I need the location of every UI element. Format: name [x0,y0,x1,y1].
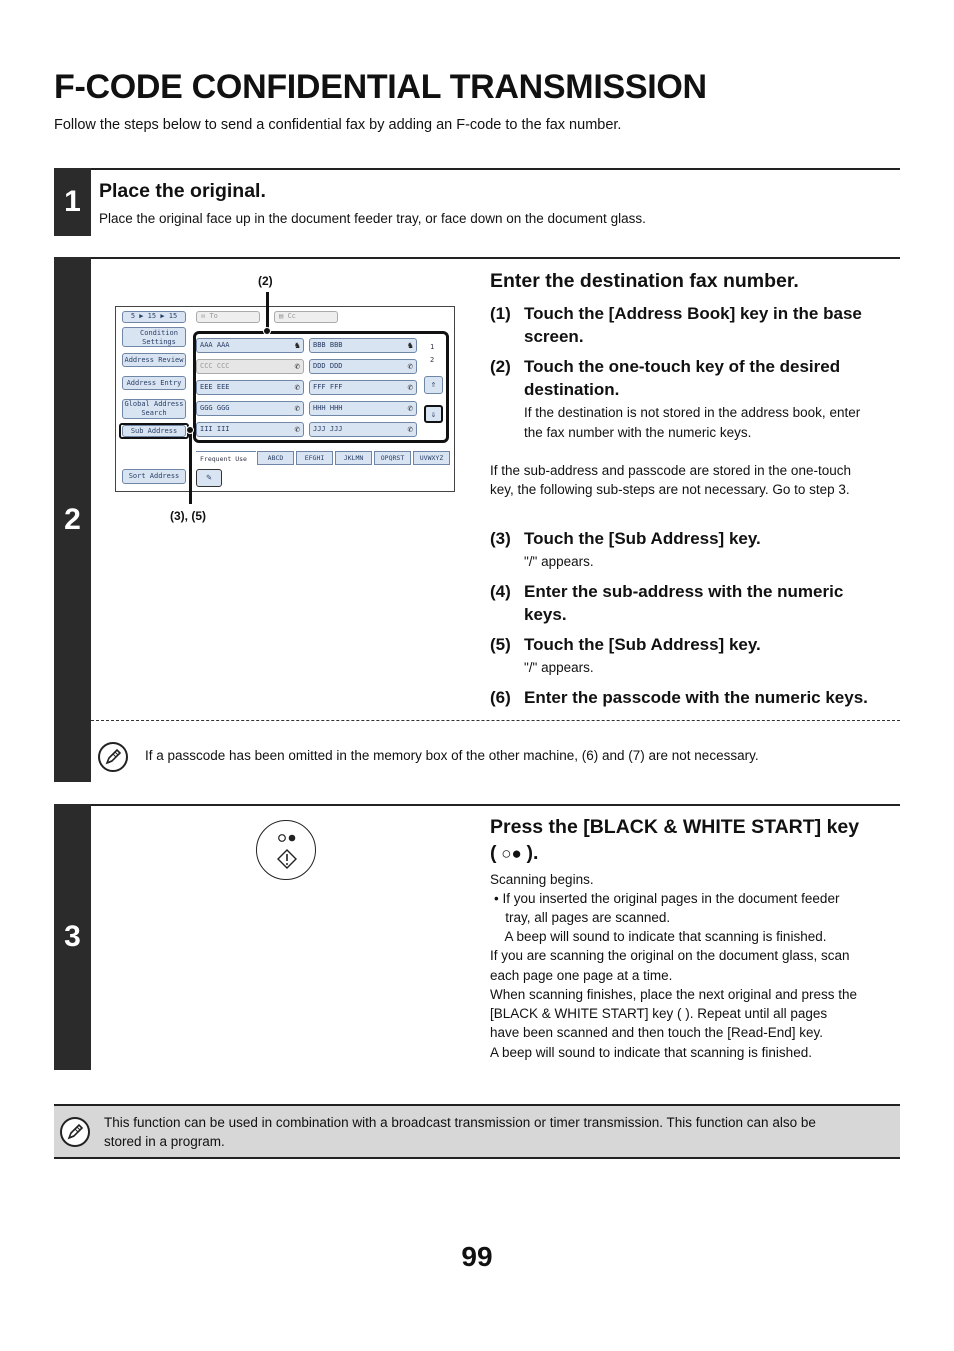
page-indicator-2: 2 [430,356,435,364]
substep-text: keys. [524,605,567,624]
step3-line: tray, all pages are scanned. [494,910,671,925]
to-field[interactable] [196,311,260,323]
key-label: FFF FFF [313,383,343,391]
step2-paragraph: key, the following sub-steps are not necessary. Go to step 3. [490,482,850,497]
one-touch-highlight [193,331,449,443]
step3-line: If you are scanning the original on the document glass, scan [490,948,850,963]
sub-address-button[interactable]: Sub Address [122,425,186,437]
sort-address-button[interactable]: Sort Address [122,469,186,484]
step3-heading: Press the [BLACK & WHITE START] key [490,816,860,838]
substep-text: Touch the [Sub Address] key. [524,635,761,654]
step2-note-text: If a passcode has been omitted in the memory box of the other machine, (6) and (7) are not necessary. [145,748,759,763]
substep-number: (6) [490,688,511,707]
substep-number: (4) [490,582,511,601]
fax-icon: ▤ [279,312,288,320]
callout-3-5: (3), (5) [170,509,206,523]
tab-uvwxyz[interactable]: UVWXYZ [413,451,450,465]
phone-icon: ✆ [294,425,300,435]
heading-paren: ). [526,842,539,864]
step1-rule [91,168,900,170]
group-icon: ♞ [407,341,413,351]
substep-6 [490,686,900,709]
tab-opqrst[interactable]: OPQRST [374,451,411,465]
page-title: F-CODE CONFIDENTIAL TRANSMISSION [54,68,707,106]
step3-line: A beep will sound to indicate that scanning is finished. [490,1045,812,1060]
substep-2-note: If the destination is not stored in the address book, enter [524,405,861,420]
to-label: To [209,312,218,320]
phone-icon: ✆ [294,362,300,372]
cc-field[interactable] [274,311,338,323]
substep-number: (3) [490,529,511,548]
substep-text: Enter the passcode with the numeric keys. [524,688,868,707]
substep-text: destination. [524,380,620,399]
phone-icon: ✆ [294,383,300,393]
step2-rule [91,257,900,259]
substep-3 [490,527,900,550]
bottom-note-text: This function can be used in combination with a broadcast transmission or timer transmission. This function can also be [104,1115,816,1130]
substep-3-note: "/" appears. [524,554,594,569]
step3-line: each page one page at a time. [490,968,673,983]
substep-number: (2) [490,357,511,376]
cc-label: Cc [287,312,296,320]
key-label: GGG GGG [200,404,230,412]
keyboard-button[interactable] [196,469,222,487]
step3-heading-line2 [490,842,538,865]
page-indicator-1: 1 [430,343,435,351]
step1-heading: Place the original. [99,180,266,202]
phone-icon: ✆ [407,404,413,414]
mail-icon: ✉ [201,312,210,320]
substep-text: Touch the [Sub Address] key. [524,529,761,548]
step-number-1: 1 [54,168,91,236]
tab-efghi[interactable]: EFGHI [296,451,333,465]
note-icon [60,1117,90,1147]
substep-5-note: "/" appears. [524,660,594,675]
substep-number: (1) [490,304,511,323]
phone-icon: ✆ [407,383,413,393]
substep-2 [490,355,900,401]
global-address-search-button[interactable]: Global Address Search [122,399,186,419]
arrow-up-icon: ⇑ [430,380,437,390]
key-label: CCC CCC [200,362,230,370]
substep-5 [490,633,900,656]
pencil-icon: ✎ [206,473,212,483]
tab-abcd[interactable]: ABCD [257,451,294,465]
page-counter: 5 ▶ 15 ▶ 15 [122,311,186,323]
callout-line-3-5 [189,430,192,504]
substep-text: Touch the one-touch key of the desired [524,357,841,376]
substep-1 [490,302,900,348]
address-review-button[interactable]: Address Review [122,353,186,367]
substep-text: Enter the sub-address with the numeric [524,582,844,601]
bw-start-icon: ○● [496,844,527,863]
key-label: III III [200,425,230,433]
key-label: JJJ JJJ [313,425,343,433]
substep-text: Touch the [Address Book] key in the base [524,304,862,323]
sub-address-highlight [119,423,189,439]
step2-heading: Enter the destination fax number. [490,270,799,292]
group-icon: ♞ [294,341,300,351]
step3-rule [91,804,900,806]
intro-text: Follow the steps below to send a confidential fax by adding an F-code to the fax number. [54,117,622,133]
step1-text: Place the original face up in the document feeder tray, or face down on the document glass. [99,211,646,226]
page-number: 99 [461,1241,493,1272]
arrow-down-icon: ⇓ [430,410,437,420]
step3-line: have been scanned and then touch the [Read-End] key. [490,1025,823,1040]
bottom-note-text: stored in a program. [104,1134,225,1149]
step3-line: [BLACK & WHITE START] key ( ). Repeat until all pages [490,1006,828,1021]
step3-line: A beep will sound to indicate that scanning is finished. [494,929,827,944]
callout-dot-2 [263,327,271,335]
key-label: HHH HHH [313,404,343,412]
substep-number: (5) [490,635,511,654]
phone-icon: ✆ [407,425,413,435]
step-number-3: 3 [54,804,91,1070]
start-key-icon [256,820,316,880]
condition-settings-button[interactable]: Condition Settings [122,327,186,347]
substep-text: screen. [524,327,584,346]
step2-paragraph: If the sub-address and passcode are stored in the one-touch [490,463,851,478]
address-entry-button[interactable]: Address Entry [122,376,186,390]
step-number-2: 2 [54,257,91,782]
callout-line-2 [266,292,269,332]
step3-line: Scanning begins. [490,872,594,887]
frequent-use-tab[interactable]: Frequent Use [196,451,256,465]
callout-dot-3-5 [186,426,194,434]
step2-divider [91,720,900,721]
key-label: BBB BBB [313,341,343,349]
bottom-note [54,1104,900,1159]
phone-icon: ✆ [407,362,413,372]
step3-line: When scanning finishes, place the next original and press the [490,987,857,1002]
note-icon [98,742,128,772]
tab-jklmn[interactable]: JKLMN [335,451,372,465]
key-label: DDD DDD [313,362,343,370]
callout-2: (2) [258,274,273,288]
phone-icon: ✆ [294,404,300,414]
substep-4 [490,580,900,626]
substep-2-note: the fax number with the numeric keys. [524,425,752,440]
step3-line: • If you inserted the original pages in the document feeder [494,891,840,906]
key-label: AAA AAA [200,341,230,349]
key-label: EEE EEE [200,383,230,391]
heading-paren: ( [490,842,497,864]
